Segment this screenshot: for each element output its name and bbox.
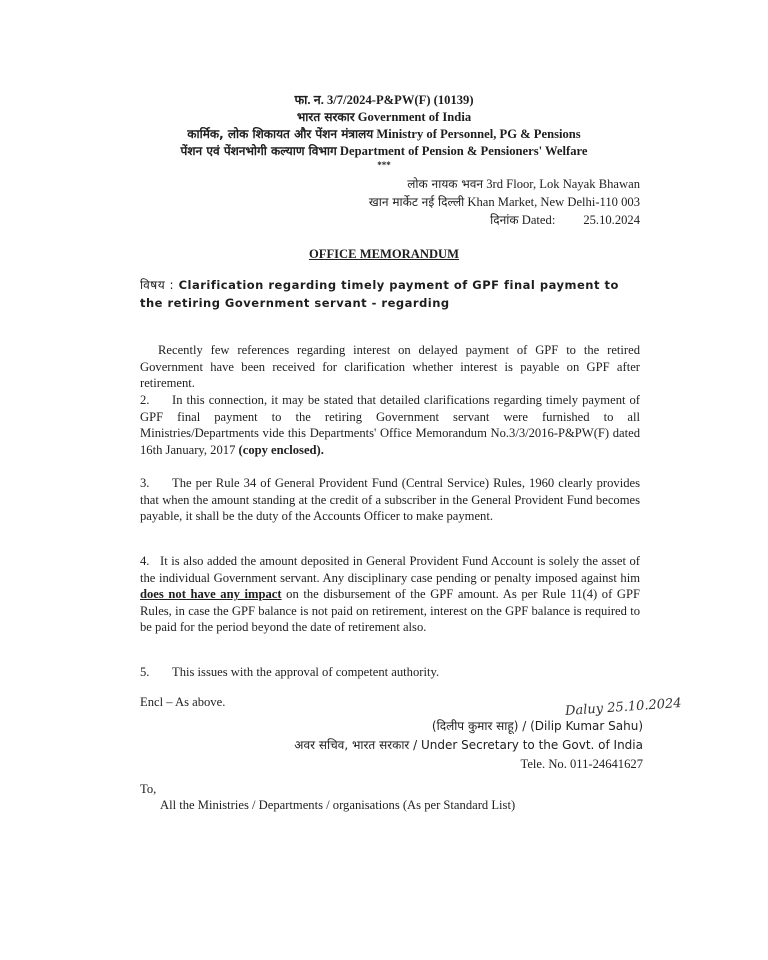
- para-number: 2.: [140, 393, 150, 407]
- paragraph-4: [140, 553, 640, 636]
- date-line: [369, 211, 640, 229]
- para-number: 4.: [140, 554, 150, 568]
- paragraph-4-text-cont: on the disbursement of the GPF amount. As per Rule 11(4) of GPF Rules, in case the GPF balance is not paid on retirement, interest on the GPF balance is required to be paid for the period beyond the date of retirement also.: [140, 587, 640, 635]
- enclosure: Encl – As above.: [140, 695, 226, 709]
- separator-stars: ***: [377, 160, 391, 170]
- signature-block: [294, 717, 643, 774]
- government-line: [0, 109, 768, 126]
- date-label: Dated:: [521, 213, 556, 227]
- paragraph-5: [140, 664, 640, 681]
- document-title: OFFICE MEMORANDUM: [308, 247, 460, 261]
- date-value: 25.10.2024: [583, 213, 640, 227]
- paragraph-4-emphasis: does not have any impact: [140, 587, 282, 602]
- address-line-1: [369, 175, 640, 193]
- dept-hindi: पेंशन एवं पेंशनभोगी कल्याण विभाग: [180, 144, 337, 158]
- address-2-english: Khan Market, New Delhi-110 003: [467, 195, 640, 209]
- dept-english: Department of Pension & Pensioners' Welfare: [339, 144, 588, 158]
- ministry-english: Ministry of Personnel, PG & Pensions: [376, 127, 581, 141]
- subject: [140, 276, 640, 312]
- paragraph-2: [140, 392, 640, 458]
- to-label: To,: [140, 782, 157, 796]
- address-1-hindi: लोक नायक भवन: [407, 177, 484, 191]
- handwritten-signature: Daluy 25.10.2024: [564, 695, 683, 720]
- telephone: Tele. No. 011-24641627: [520, 757, 643, 771]
- subject-text: Clarification regarding timely payment of GPF final payment to the retiring Government servant - regarding: [140, 278, 619, 310]
- paragraph-5-text: This issues with the approval of competent authority.: [172, 665, 440, 679]
- gov-english: Government of India: [357, 110, 472, 124]
- address-2-hindi: खान मार्केट नई दिल्ली: [368, 195, 465, 209]
- paragraph-2-text: In this connection, it may be stated that detailed clarifications regarding timely payment of GPF final payment to the retiring Government servant were furnished to all Ministries/Departments vide this Departments' Office Memorandum No.3/3/2016-P&PW(F) dated 16th January, 2017: [140, 393, 640, 457]
- ministry-hindi: कार्मिक, लोक शिकायत और पेंशन मंत्रालय: [187, 127, 374, 141]
- letterhead: [0, 92, 768, 170]
- address-1-english: 3rd Floor, Lok Nayak Bhawan: [486, 177, 640, 191]
- ministry-line: [0, 126, 768, 143]
- date-hindi: दिनांक: [490, 213, 519, 227]
- para-number: 5.: [140, 665, 150, 679]
- paragraph-2-bold: (copy enclosed).: [238, 442, 324, 457]
- address-line-2: [369, 193, 640, 211]
- gov-hindi: भारत सरकार: [296, 110, 355, 124]
- recipients: All the Ministries / Departments / organisations (As per Standard List): [160, 798, 516, 812]
- address-block: [369, 175, 640, 229]
- paragraph-4-text: It is also added the amount deposited in General Provident Fund Account is solely the asset of the individual Government servant. Any disciplinary case pending or penalty imposed against him: [140, 554, 640, 585]
- department-line: [0, 143, 768, 160]
- paragraph-1: Recently few references regarding interest on delayed payment of GPF to the retired Government have been received for clarification whether interest is payable on GPF after retirement.: [140, 343, 640, 391]
- subject-label: विषय :: [140, 278, 175, 292]
- paragraph-3: [140, 475, 640, 525]
- signatory-name: (दिलीप कुमार साहू) / (Dilip Kumar Sahu): [431, 719, 643, 733]
- file-number: फा. न. 3/7/2024-P&PW(F) (10139): [294, 93, 474, 107]
- paragraph-3-text: The per Rule 34 of General Provident Fund (Central Service) Rules, 1960 clearly provides that when the amount standing at the credit of a subscriber in the General Provident Fund becomes payable, it shall be the duty of the Accounts Officer to make payment.: [140, 476, 640, 524]
- signatory-designation: अवर सचिव, भारत सरकार / Under Secretary to the Govt. of India: [294, 738, 643, 752]
- para-number: 3.: [140, 476, 150, 490]
